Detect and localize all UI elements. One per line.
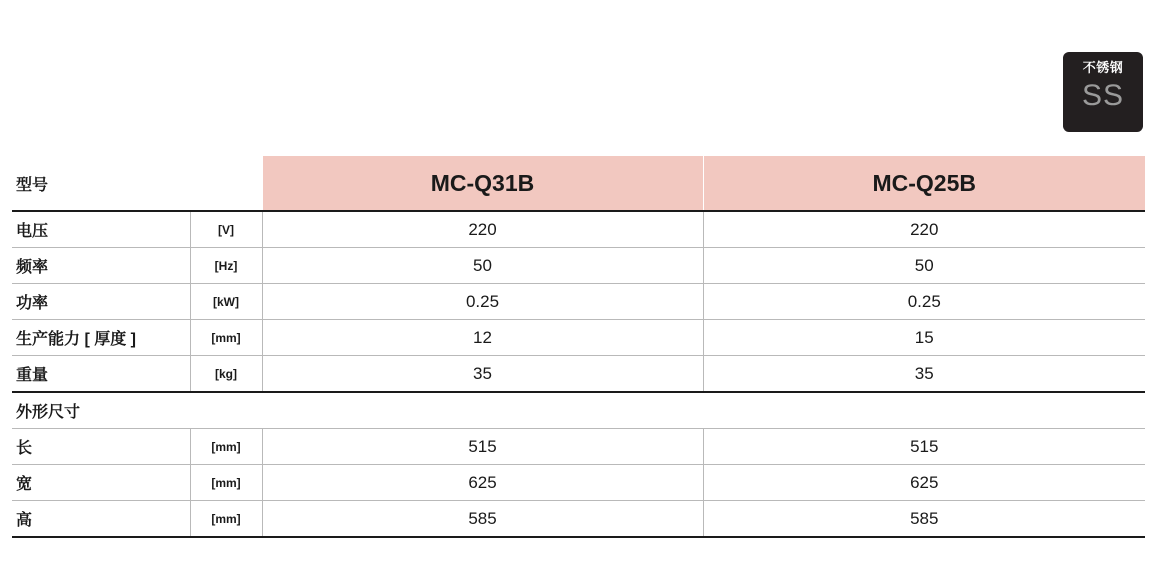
row-unit-power: [kW]: [190, 284, 262, 320]
row-unit-length: [mm]: [190, 429, 262, 465]
cell-width-model1: 625: [262, 465, 703, 501]
row-unit-capacity: [mm]: [190, 320, 262, 356]
row-label-weight: 重量: [12, 356, 190, 393]
header-label-model: 型号: [12, 156, 190, 211]
section-blank-unit: [190, 392, 262, 429]
table-row: [12, 211, 1145, 248]
stainless-steel-badge: [1063, 52, 1143, 132]
cell-weight-model2: 35: [703, 356, 1145, 393]
row-unit-height: [mm]: [190, 501, 262, 538]
table-header-row: [12, 156, 1145, 211]
table-row: [12, 465, 1145, 501]
row-unit-frequency: [Hz]: [190, 248, 262, 284]
header-model-2: MC-Q25B: [703, 156, 1145, 211]
table-row: [12, 501, 1145, 538]
row-unit-voltage: [V]: [190, 211, 262, 248]
specification-table-container: [12, 156, 1145, 538]
cell-height-model2: 585: [703, 501, 1145, 538]
cell-frequency-model2: 50: [703, 248, 1145, 284]
section-label-dimensions: 外形尺寸: [12, 392, 190, 429]
specification-table: [12, 156, 1145, 538]
cell-frequency-model1: 50: [262, 248, 703, 284]
table-row: [12, 248, 1145, 284]
cell-length-model1: 515: [262, 429, 703, 465]
table-section-row: [12, 392, 1145, 429]
row-label-capacity: 生产能力 [ 厚度 ]: [12, 320, 190, 356]
row-unit-weight: [kg]: [190, 356, 262, 393]
table-row: [12, 356, 1145, 393]
row-label-width: 宽: [12, 465, 190, 501]
header-model-1: MC-Q31B: [262, 156, 703, 211]
cell-power-model2: 0.25: [703, 284, 1145, 320]
cell-width-model2: 625: [703, 465, 1145, 501]
row-label-power: 功率: [12, 284, 190, 320]
cell-capacity-model2: 15: [703, 320, 1145, 356]
table-row: [12, 429, 1145, 465]
row-label-voltage: 电压: [12, 211, 190, 248]
row-label-length: 长: [12, 429, 190, 465]
cell-capacity-model1: 12: [262, 320, 703, 356]
header-unit-blank: [190, 156, 262, 211]
cell-voltage-model1: 220: [262, 211, 703, 248]
cell-voltage-model2: 220: [703, 211, 1145, 248]
section-blank-model1: [262, 392, 703, 429]
section-blank-model2: [703, 392, 1145, 429]
cell-weight-model1: 35: [262, 356, 703, 393]
cell-height-model1: 585: [262, 501, 703, 538]
row-unit-width: [mm]: [190, 465, 262, 501]
table-row: [12, 284, 1145, 320]
badge-ss-code: SS: [1081, 79, 1125, 112]
row-label-height: 高: [12, 501, 190, 538]
badge-chinese-label: 不锈钢: [1082, 60, 1124, 75]
row-label-frequency: 频率: [12, 248, 190, 284]
cell-length-model2: 515: [703, 429, 1145, 465]
cell-power-model1: 0.25: [262, 284, 703, 320]
table-row: [12, 320, 1145, 356]
